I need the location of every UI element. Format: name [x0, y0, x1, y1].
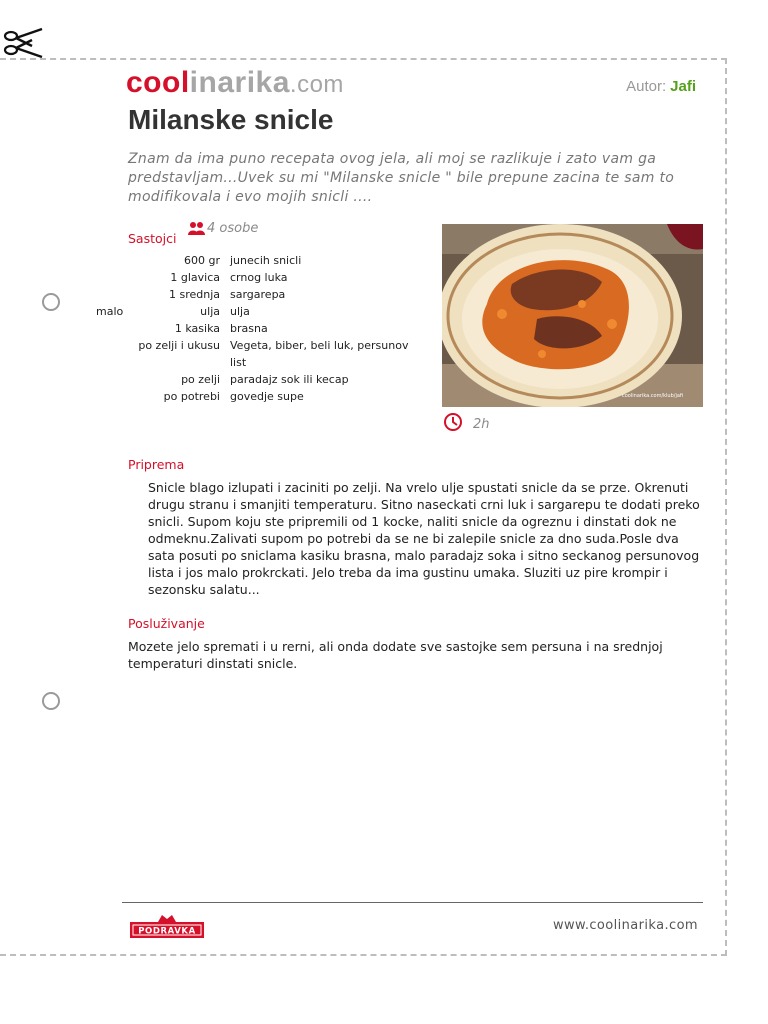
ingredient-prefix: [96, 269, 126, 286]
ingredient-row: [96, 252, 410, 269]
ingredient-amount: po potrebi: [163, 390, 220, 403]
ingredient-amount: 600 gr: [184, 254, 220, 267]
ingredient-name: Vegeta, biber, beli luk, persunov list: [230, 339, 409, 369]
footer-website[interactable]: www.coolinarika.com: [552, 918, 698, 933]
punch-hole-bottom: [42, 692, 60, 710]
ingredient-amount: po zelji: [181, 373, 220, 386]
photo-watermark: coolinarika.com/klub/jafi: [622, 393, 684, 399]
ingredients-table: [96, 252, 410, 405]
ingredient-prefix: malo: [96, 305, 124, 318]
brand-name: PODRAVKA: [138, 926, 196, 937]
serving-heading: Posluživanje: [128, 616, 205, 631]
ingredient-prefix: [96, 252, 126, 269]
cooking-time: [443, 412, 490, 432]
recipe-intro: Znam da ima puno recepata ovog jela, ali moj se razlikuje i zato vam ga predstavljam...Uvek su mi "Milanske snicle " bile prepune zacina te sam to modifikovala i evo mojih snicli ....: [128, 151, 675, 205]
logo-part-cool: cool: [126, 66, 190, 99]
servings-text: 4 osobe: [207, 221, 259, 236]
ingredient-name: brasna: [230, 322, 268, 335]
ingredient-amount: 1 srednja: [168, 288, 220, 301]
ingredient-row: [96, 371, 410, 388]
ingredient-row: [96, 388, 410, 405]
punch-hole-top: [42, 293, 60, 311]
ingredient-amount: ulja: [200, 305, 220, 318]
logo-part-inarika: inarika: [189, 66, 290, 99]
scissors-icon: [2, 26, 44, 60]
author-line: [626, 78, 696, 95]
site-logo[interactable]: [126, 66, 344, 102]
author-label: Autor:: [626, 78, 667, 95]
clock-icon: [443, 412, 463, 432]
ingredient-amount: 1 glavica: [170, 271, 220, 284]
time-text: 2h: [473, 417, 490, 432]
ingredient-prefix: [96, 388, 126, 405]
servings: [188, 221, 258, 236]
ingredient-prefix: [96, 371, 126, 388]
serving-text: Mozete jelo spremati i u rerni, ali onda dodate sve sastojke sem persuna i na srednjoj temperaturi dinstati snicle.: [128, 639, 663, 671]
preparation-heading: Priprema: [128, 457, 185, 472]
recipe-title: Milanske snicle: [128, 104, 334, 135]
podravka-logo[interactable]: [128, 912, 206, 942]
author-name[interactable]: Jafi: [670, 78, 696, 95]
ingredient-name: junecih snicli: [230, 254, 302, 267]
preparation-text: Snicle blago izlupati i zaciniti po zelji. Na vrelo ulje spustati snicle da se przе. Okrenuti drugu stranu i smanjiti temperaturu. Sitno naseckati crni luk i sargarepu te dodati preko snicli. Supom koju ste pripremili od 1 kocke, naliti snicle da ogreznu i dinstati dok ne odmeknu.Zalivati supom po potrebi da se ne bi zalepile snicle za dno suda.Posle dva sata posuti po sniclama kasiku brasna, malo paradajz soka i sitno seckanog persunovog lista i jos malo prokrckati. Jelo treba da ima gustinu umaka. Sluziti uz pire krompir i sezonsku salatu...: [148, 480, 700, 597]
ingredient-name: govedje supe: [230, 390, 304, 403]
people-icon: [188, 221, 206, 235]
ingredient-name: sargarepa: [230, 288, 286, 301]
ingredient-row: [96, 337, 410, 371]
ingredient-amount: 1 kasika: [174, 322, 220, 335]
ingredient-row: [96, 286, 410, 303]
ingredient-name: ulja: [230, 305, 250, 318]
ingredient-row: [96, 320, 410, 337]
ingredient-prefix: [96, 286, 126, 303]
ingredients-heading: Sastojci: [128, 231, 177, 246]
ingredient-prefix: [96, 320, 126, 337]
ingredient-amount: po zelji i ukusu: [138, 339, 220, 352]
ingredient-prefix: [96, 337, 126, 371]
ingredient-row: [96, 269, 410, 286]
footer-divider: [122, 902, 703, 903]
ingredient-name: crnog luka: [230, 271, 288, 284]
dish-photo: [442, 224, 703, 407]
logo-part-dotcom: .com: [289, 71, 344, 98]
ingredient-name: paradajz sok ili kecap: [230, 373, 349, 386]
ingredient-row: [96, 303, 410, 320]
